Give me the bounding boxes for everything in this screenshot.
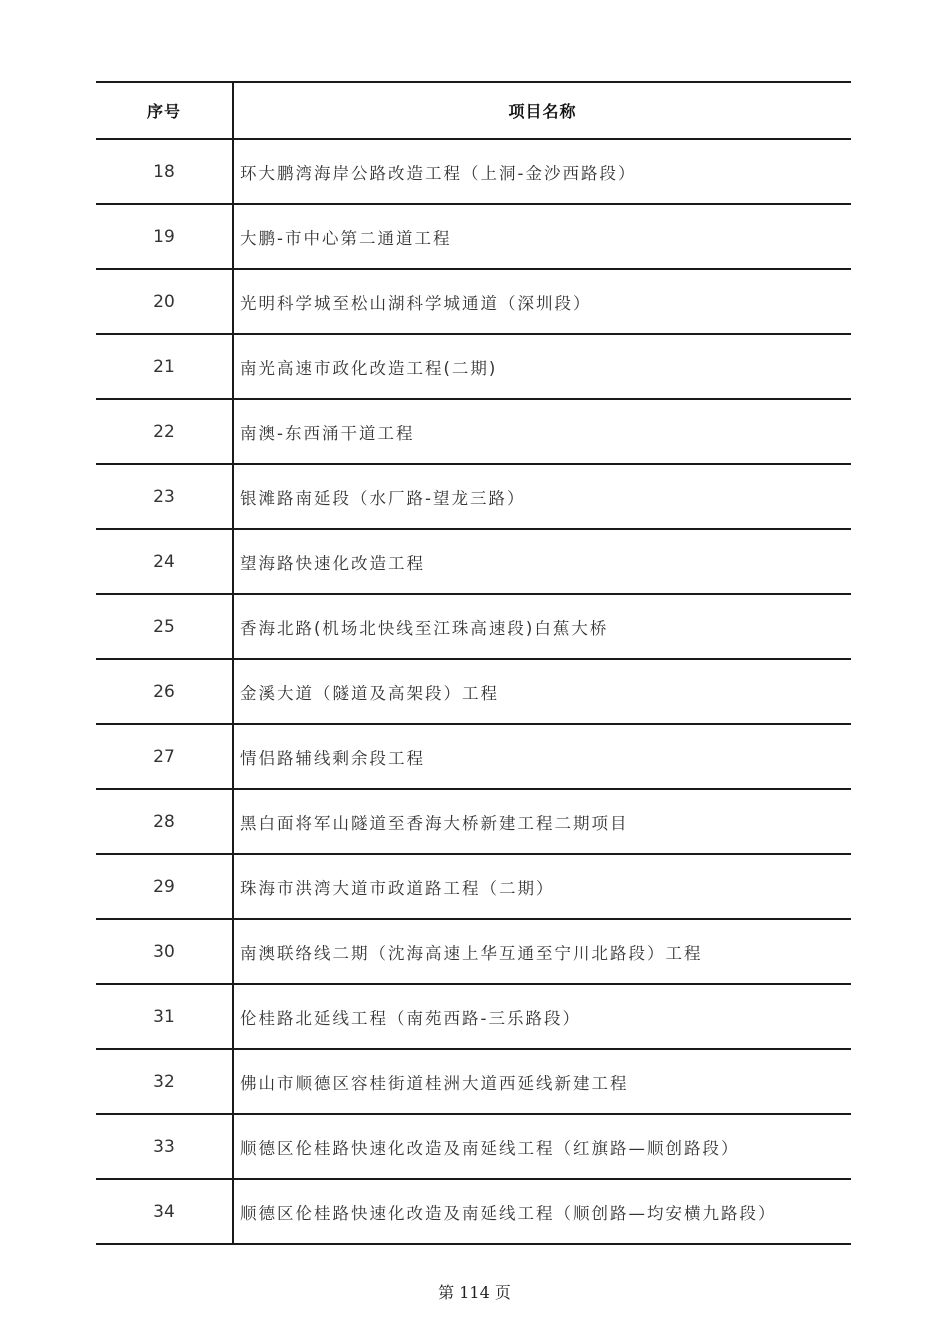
table-row: [96, 335, 851, 400]
row-number: 30: [96, 920, 234, 983]
row-project-name: 南澳联络线二期（沈海高速上华互通至宁川北路段）工程: [240, 943, 703, 963]
table-row: [96, 530, 851, 595]
table-row: [96, 1115, 851, 1180]
row-project-name: 南光高速市政化改造工程(二期): [240, 358, 498, 378]
table-row: [96, 1180, 851, 1243]
row-project-name: 香海北路(机场北快线至江珠高速段)白蕉大桥: [240, 618, 609, 638]
row-project-name: 光明科学城至松山湖科学城通道（深圳段）: [240, 293, 592, 313]
table-header-row: [96, 83, 851, 140]
row-number: 23: [96, 465, 234, 528]
header-project-name: 项目名称: [508, 102, 577, 121]
row-project-name: 环大鹏湾海岸公路改造工程（上洞-金沙西路段）: [240, 163, 637, 183]
table-row: [96, 725, 851, 790]
row-number: 31: [96, 985, 234, 1048]
row-number: 18: [96, 140, 234, 203]
row-number: 24: [96, 530, 234, 593]
row-number: 21: [96, 335, 234, 398]
row-project-name: 珠海市洪湾大道市政道路工程（二期）: [240, 878, 555, 898]
table-row: [96, 205, 851, 270]
table-row: [96, 595, 851, 660]
table-row: [96, 140, 851, 205]
row-project-name: 望海路快速化改造工程: [240, 553, 425, 573]
row-project-name: 情侣路辅线剩余段工程: [240, 748, 425, 768]
table-row: [96, 660, 851, 725]
table-row: [96, 920, 851, 985]
row-number: 19: [96, 205, 234, 268]
table-row: [96, 985, 851, 1050]
table-row: [96, 855, 851, 920]
row-number: 29: [96, 855, 234, 918]
row-project-name: 大鹏-市中心第二通道工程: [240, 228, 452, 248]
project-table: [96, 81, 851, 1245]
row-project-name: 伦桂路北延线工程（南苑西路-三乐路段）: [240, 1008, 581, 1028]
table-row: [96, 270, 851, 335]
table-row: [96, 790, 851, 855]
row-project-name: 顺德区伦桂路快速化改造及南延线工程（红旗路—顺创路段）: [240, 1138, 740, 1158]
row-number: 32: [96, 1050, 234, 1113]
page-number: 第 114 页: [438, 1283, 511, 1302]
row-number: 22: [96, 400, 234, 463]
row-number: 25: [96, 595, 234, 658]
row-number: 27: [96, 725, 234, 788]
row-number: 34: [96, 1180, 234, 1243]
table-row: [96, 400, 851, 465]
table-row: [96, 465, 851, 530]
row-project-name: 银滩路南延段（水厂路-望龙三路）: [240, 488, 526, 508]
row-number: 33: [96, 1115, 234, 1178]
row-number: 26: [96, 660, 234, 723]
row-project-name: 黑白面将军山隧道至香海大桥新建工程二期项目: [240, 813, 629, 833]
row-project-name: 顺德区伦桂路快速化改造及南延线工程（顺创路—均安横九路段）: [240, 1203, 777, 1223]
row-project-name: 金溪大道（隧道及高架段）工程: [240, 683, 499, 703]
row-number: 20: [96, 270, 234, 333]
table-row: [96, 1050, 851, 1115]
row-number: 28: [96, 790, 234, 853]
row-project-name: 佛山市顺德区容桂街道桂洲大道西延线新建工程: [240, 1073, 629, 1093]
row-project-name: 南澳-东西涌干道工程: [240, 423, 415, 443]
header-number: 序号: [96, 83, 234, 138]
